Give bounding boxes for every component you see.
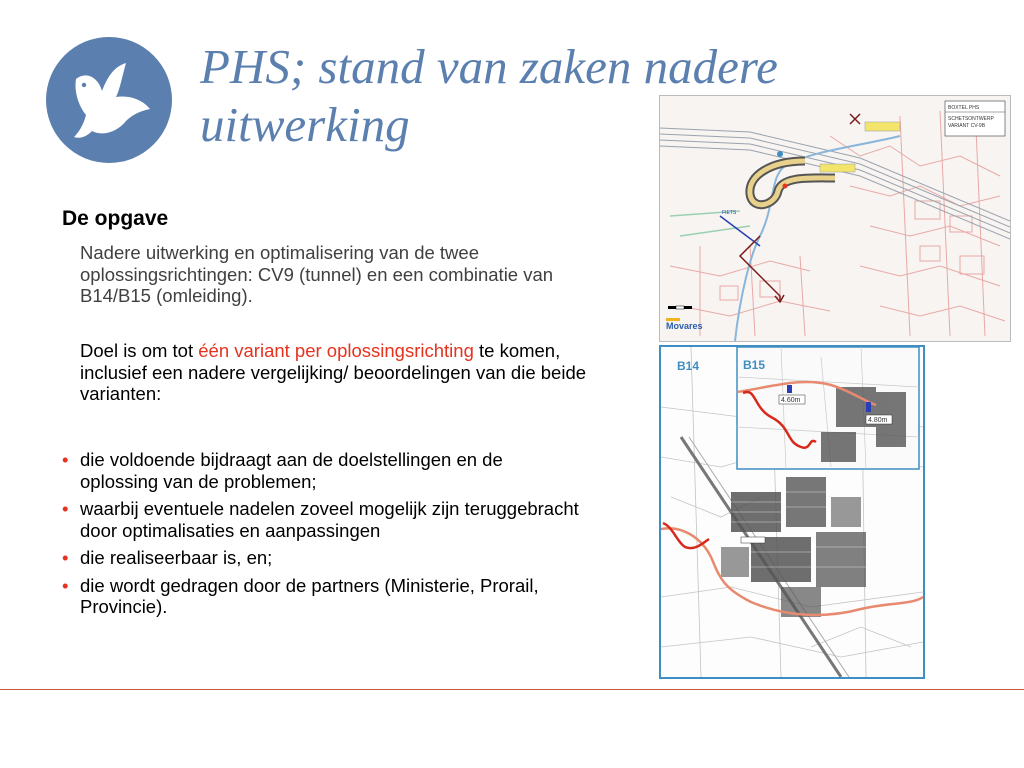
section-heading: De opgave — [62, 207, 169, 230]
detour-variant-map — [659, 345, 925, 679]
goal-paragraph — [80, 340, 590, 405]
bullet-icon: • — [62, 449, 69, 470]
bullet-icon: • — [62, 547, 69, 568]
goal-highlight: één variant per oplossingsrichting — [198, 340, 474, 361]
tunnel-variant-map — [659, 95, 1011, 342]
legend-line: SCHETSONTWERP — [948, 116, 994, 122]
list-item — [62, 449, 582, 492]
fiets-label: FIETS — [722, 210, 737, 216]
list-item-text: waarbij eventuele nadelen zoveel mogelijk zijn teruggebracht door optimalisaties en aanpassingen — [80, 498, 579, 541]
bullet-icon: • — [62, 574, 69, 596]
list-item — [62, 498, 582, 541]
list-item-text: die realiseerbaar is, en; — [80, 547, 273, 568]
b14-label: B14 — [677, 359, 700, 373]
goal-text-end: te komen, inclusief een nadere vergelijking/ beoordelingen van die beide varianten: — [80, 340, 587, 404]
list-item — [62, 547, 582, 569]
movares-logo: Movares — [666, 321, 703, 331]
bullet-icon: • — [62, 498, 69, 519]
list-item-text: die wordt gedragen door de partners (Ministerie, Prorail, Provincie). — [80, 574, 539, 617]
dimension-label: 4.60m — [781, 397, 801, 404]
bottom-divider — [0, 689, 1024, 690]
list-item — [62, 575, 582, 618]
scale-bar — [668, 306, 692, 309]
list-item-text: die voldoende bijdraagt aan de doelstellingen en de oplossing van de problemen; — [80, 449, 503, 492]
intro-paragraph: Nadere uitwerking en optimalisering van de twee oplossingsrichtingen: CV9 (tunnel) en een combinatie van B14/B15 (omleiding). — [80, 242, 554, 306]
b15-label: B15 — [743, 358, 766, 372]
criteria-list — [62, 449, 582, 624]
legend-line: BOXTEL PHS — [948, 105, 980, 111]
goal-text-start: Doel is om tot — [80, 340, 199, 361]
page-title: PHS; stand van zaken nadere uitwerking — [200, 39, 778, 152]
legend-line: VARIANT CV-9B — [948, 123, 986, 129]
dimension-label: 4.80m — [868, 417, 888, 424]
dove-logo-icon — [46, 37, 172, 163]
